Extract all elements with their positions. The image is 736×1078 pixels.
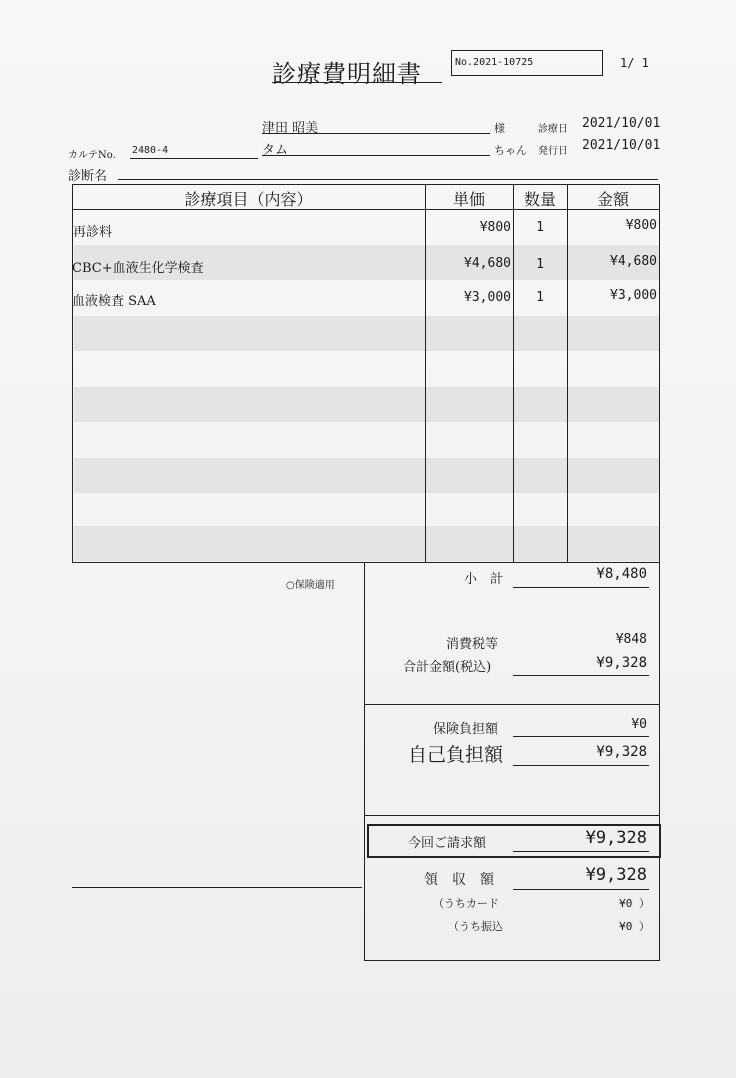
row-qty: 1 [536, 220, 544, 235]
row-amount: ¥800 [625, 218, 657, 233]
row-price: ¥4,680 [464, 256, 511, 271]
pet-name: タム [262, 143, 289, 158]
tax-label: 消費税等 [446, 637, 499, 652]
row-price: ¥800 [479, 220, 511, 235]
owner-suffix: 様 [494, 122, 505, 135]
insurance-burden-label: 保険負担額 [433, 722, 499, 737]
insurance-burden-value: ¥0 [631, 717, 647, 732]
row-qty: 1 [536, 257, 544, 272]
table-left-border [72, 184, 73, 563]
insurance-burden-underline [513, 736, 649, 737]
row-item: 血液検査 SAA [72, 294, 156, 309]
received-value: ¥9,328 [585, 865, 647, 885]
table-right-border [659, 184, 660, 563]
subtotal-value: ¥8,480 [596, 566, 647, 582]
subtotal-underline [513, 587, 649, 588]
table-bottom-border [72, 562, 660, 563]
card-value: ¥0 ） [619, 897, 650, 910]
left-signature-line [72, 887, 362, 888]
self-burden-underline [513, 765, 649, 766]
summary-left-border [364, 563, 365, 961]
page-number: 1/ 1 [620, 56, 649, 70]
issue-date: 2021/10/01 [582, 138, 661, 153]
column-divider [425, 184, 426, 563]
pet-suffix: ちゃん [494, 144, 527, 157]
table-band [74, 387, 659, 422]
header-item: 診療項目（内容） [184, 190, 313, 209]
total-value: ¥9,328 [596, 655, 647, 671]
karte-number: 2480-4 [132, 145, 169, 156]
visit-date-label: 診療日 [538, 124, 568, 135]
pet-name-underline [262, 155, 490, 156]
row-qty: 1 [536, 290, 544, 305]
karte-label: カルテNo. [68, 150, 116, 161]
table-band [74, 458, 659, 493]
doc-number: No.2021-10725 [455, 57, 534, 68]
column-divider [513, 184, 514, 563]
row-item: 再診料 [73, 225, 113, 240]
billing-value: ¥9,328 [585, 828, 647, 848]
transfer-value: ¥0 ） [619, 920, 650, 933]
row-amount: ¥3,000 [610, 288, 657, 303]
owner-name: 津田 昭美 [262, 121, 319, 136]
summary-divider [364, 815, 660, 816]
karte-underline [130, 158, 258, 159]
diagnosis-underline [118, 179, 658, 180]
billing-label: 今回ご請求額 [408, 836, 487, 851]
total-underline [513, 675, 649, 676]
received-label: 領 収 額 [424, 872, 494, 888]
owner-name-underline [262, 133, 490, 134]
header-amount: 金額 [596, 190, 629, 209]
summary-bottom-border [364, 960, 660, 961]
table-band [74, 526, 659, 561]
diagnosis-label: 診断名 [68, 169, 108, 184]
row-item: CBC+血液生化学検査 [72, 261, 204, 276]
summary-right-border [659, 563, 660, 961]
document-title: 診療費明細書 [272, 60, 422, 88]
received-underline [513, 889, 649, 890]
billing-underline [513, 851, 649, 852]
self-burden-label: 自己負担額 [408, 744, 504, 766]
transfer-label: （うち振込 [448, 920, 503, 933]
header-qty: 数量 [523, 190, 556, 209]
card-label: （うちカード [433, 897, 499, 910]
issue-date-label: 発行日 [538, 146, 568, 157]
summary-divider [364, 704, 660, 705]
tax-value: ¥848 [615, 632, 647, 647]
table-top-border [72, 184, 660, 185]
header-price: 単価 [452, 190, 485, 209]
total-label: 合計金額(税込) [403, 660, 492, 675]
row-price: ¥3,000 [464, 290, 511, 305]
insurance-note: ○保険適用 [286, 580, 335, 591]
subtotal-label: 小 計 [464, 572, 504, 587]
title-underline [272, 82, 442, 83]
row-amount: ¥4,680 [610, 254, 657, 269]
table-band [74, 316, 659, 351]
self-burden-value: ¥9,328 [596, 744, 647, 760]
visit-date: 2021/10/01 [582, 116, 661, 131]
column-divider [567, 184, 568, 563]
